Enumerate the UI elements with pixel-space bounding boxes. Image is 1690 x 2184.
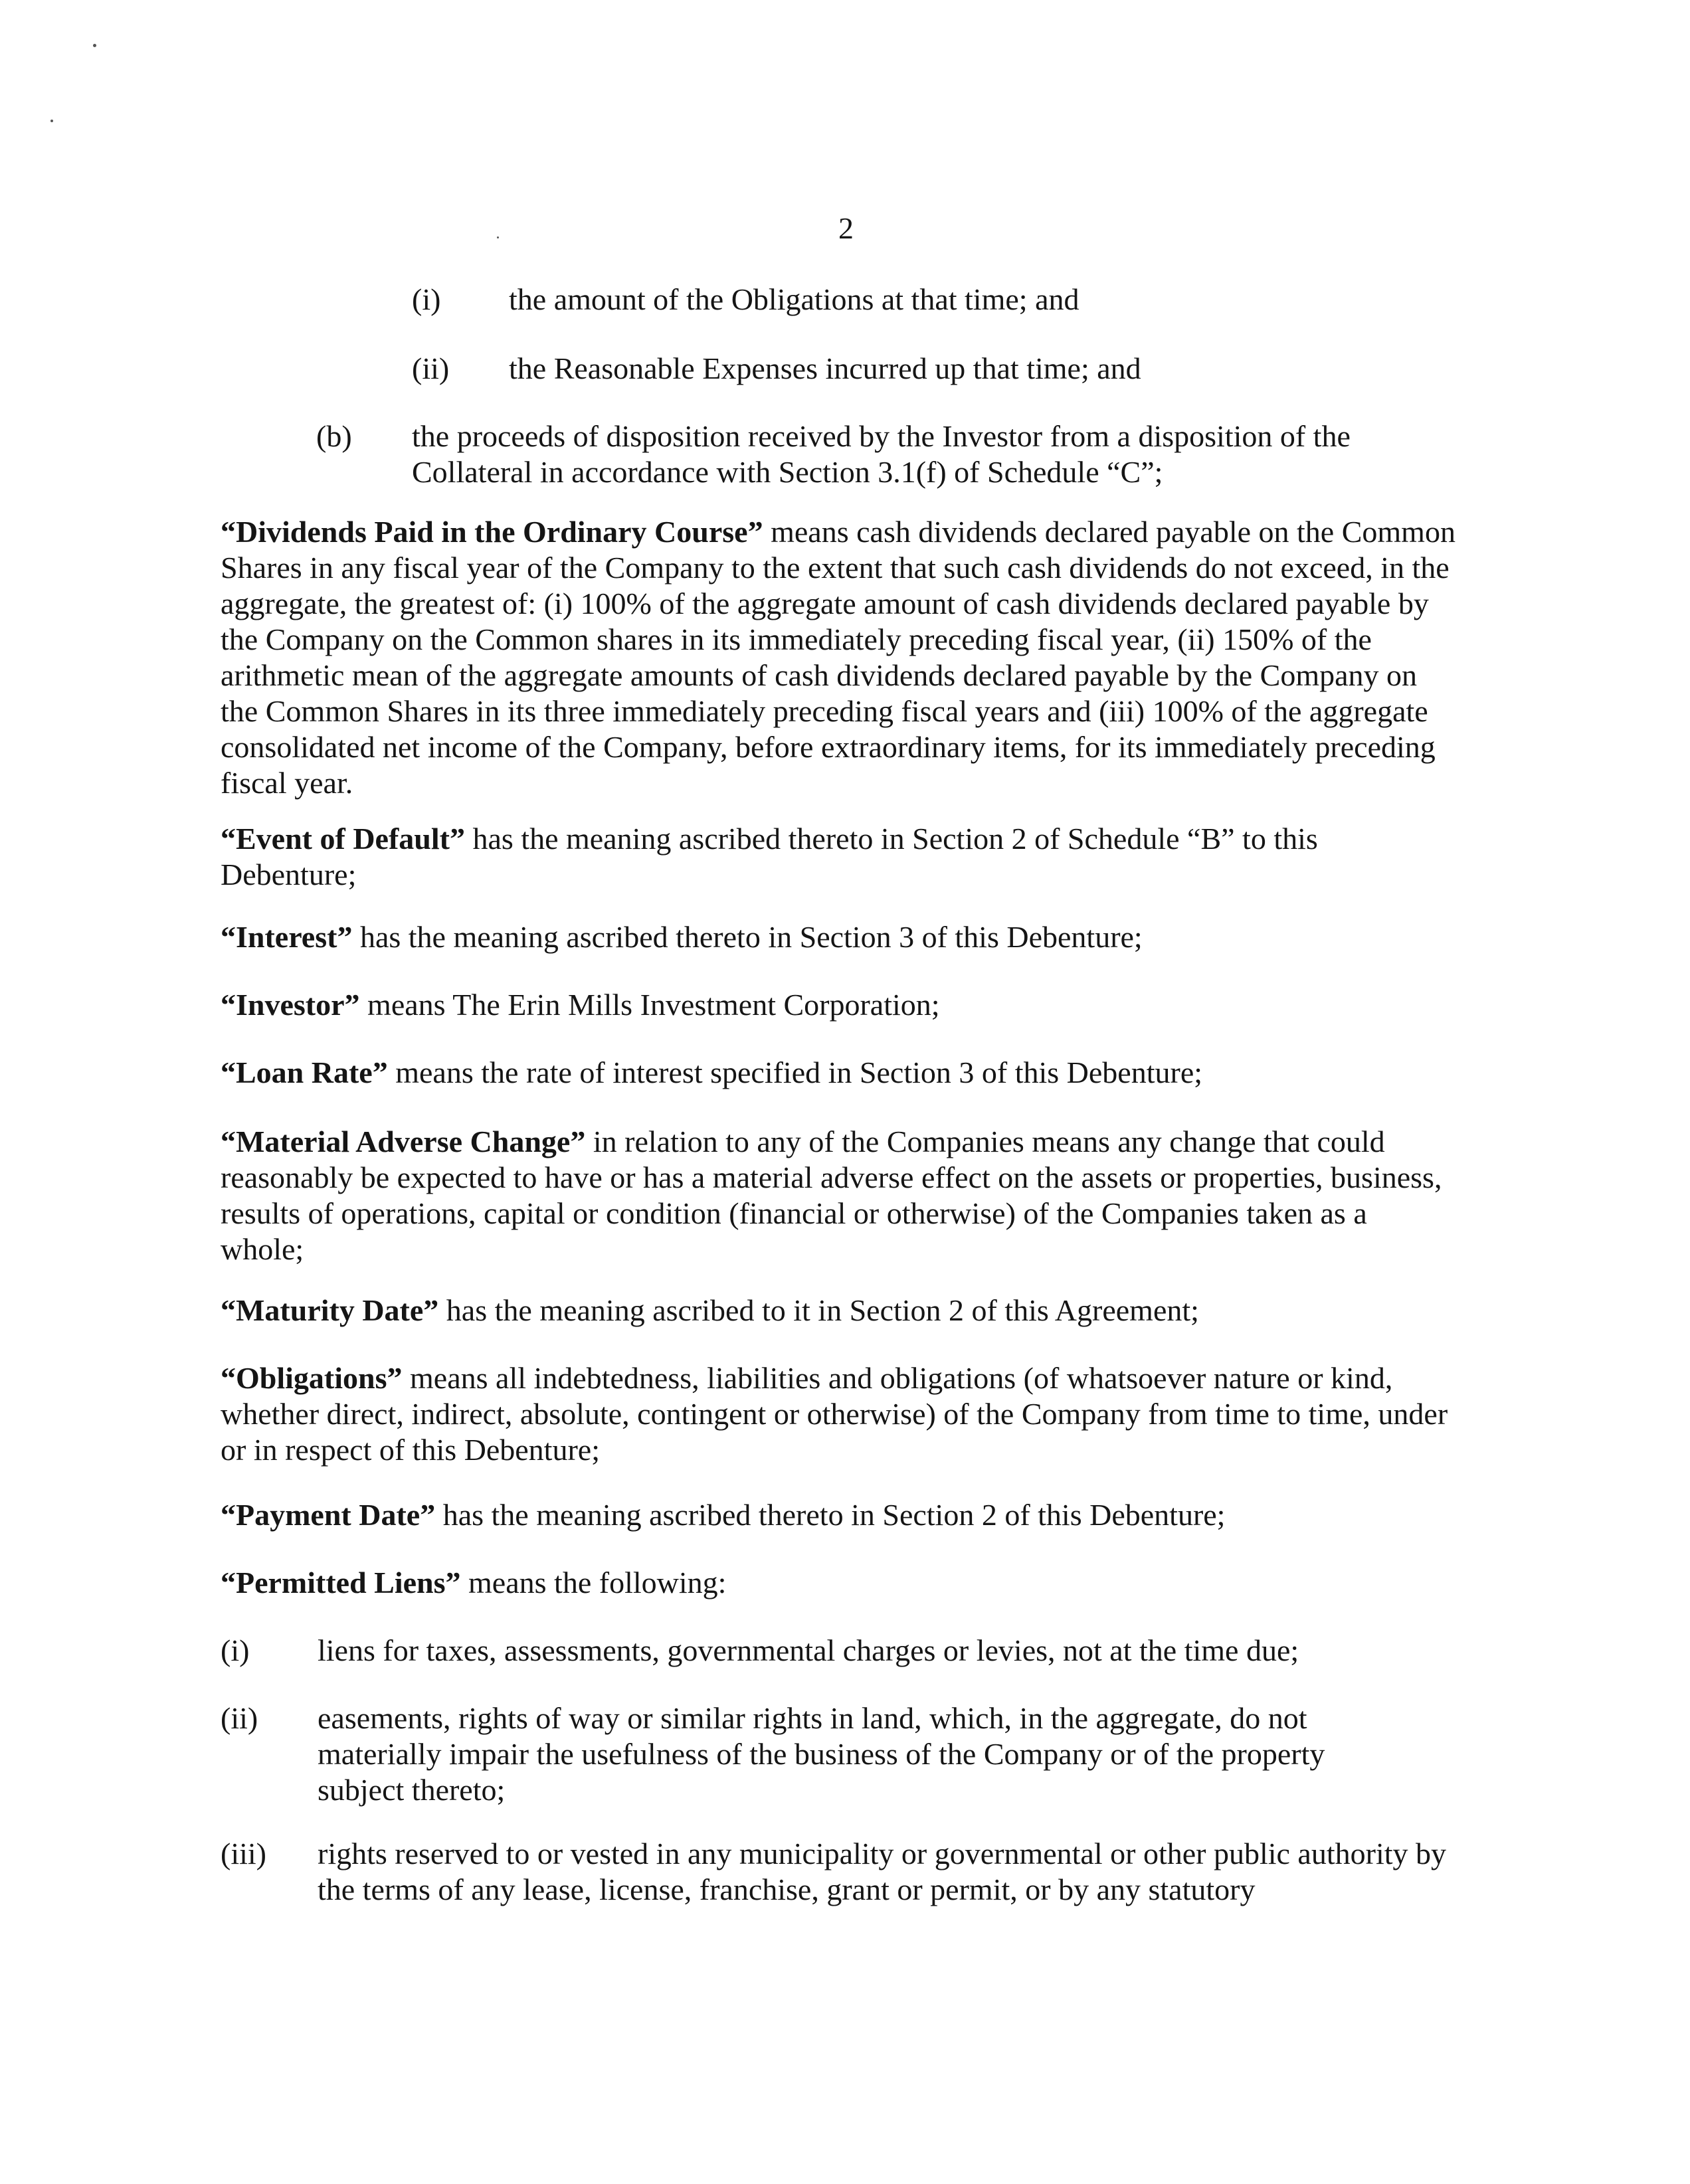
item-b-label: (b) — [316, 419, 352, 453]
defined-term: “Permitted Liens” — [221, 1566, 461, 1599]
definition-loan-rate — [221, 1055, 1456, 1091]
definition-text: in relation to any of the Companies means any change that could reasonably be expected to have or has a material adverse effect on the assets or properties, business, results of operations, capital or condition (financial or otherwise) of the Companies taken as a whole; — [221, 1125, 1442, 1266]
defined-term: “Obligations” — [221, 1361, 403, 1395]
definition-text: has the meaning ascribed thereto in Section 2 of this Debenture; — [435, 1498, 1226, 1532]
scan-speck — [497, 236, 499, 238]
defined-term: “Maturity Date” — [221, 1293, 439, 1327]
lien-item-text: rights reserved to or vested in any municipality or governmental or other public authority by the terms of any lease, license, franchise, grant or permit, or by any statutory — [318, 1837, 1447, 1906]
page-number: 2 — [838, 211, 854, 245]
sub-item-label: (i) — [412, 282, 441, 316]
definition-dividends — [221, 514, 1456, 801]
definition-event-of-default — [221, 821, 1456, 893]
defined-term: “Loan Rate” — [221, 1055, 388, 1089]
defined-term: “Event of Default” — [221, 822, 465, 856]
definition-text: means cash dividends declared payable on the Common Shares in any fiscal year of the Company to the extent that such cash dividends do not exceed, in the aggregate, the greatest of: (i) 100% of the aggregate amount of cash dividends declared payable by the Company on the Common shares in its immediately preceding fiscal year, (ii) 150% of the arithmetic mean of the aggregate amounts of cash dividends declared payable by the Company on the Common Shares in its three immediately preceding fiscal years and (iii) 100% of the aggregate consolidated net income of the Company, before extraordinary items, for its immediately preceding fiscal year. — [221, 515, 1455, 800]
sub-item-text: the amount of the Obligations at that time; and — [509, 282, 1080, 316]
defined-term: “Interest” — [221, 920, 353, 954]
lien-item-text: easements, rights of way or similar rights in land, which, in the aggregate, do not materially impair the usefulness of the business of the Company or of the property subject thereto; — [318, 1701, 1325, 1807]
definition-payment-date — [221, 1497, 1456, 1533]
definition-text: has the meaning ascribed thereto in Section 2 of Schedule “B” to this Debenture; — [221, 822, 1318, 891]
definition-text: means the following: — [460, 1566, 727, 1599]
lien-item-label: (ii) — [221, 1701, 258, 1735]
definition-permitted-liens — [221, 1565, 1456, 1601]
lien-item-label: (iii) — [221, 1837, 266, 1870]
defined-term: “Dividends Paid in the Ordinary Course” — [221, 515, 763, 549]
definition-text: means the rate of interest specified in Section 3 of this Debenture; — [387, 1055, 1203, 1089]
sub-item-text: the Reasonable Expenses incurred up that time; and — [509, 351, 1141, 385]
definition-material-adverse-change — [221, 1124, 1456, 1267]
lien-item-text: liens for taxes, assessments, governmental charges or levies, not at the time due; — [318, 1633, 1299, 1667]
scan-speck — [50, 120, 53, 122]
definition-text: means The Erin Mills Investment Corporation; — [359, 988, 940, 1022]
definition-maturity-date — [221, 1293, 1456, 1328]
definition-text: means all indebtedness, liabilities and obligations (of whatsoever nature or kind, whether direct, indirect, absolute, contingent or otherwise) of the Company from time to time, under or in respect of this Debenture; — [221, 1361, 1448, 1467]
definition-text: has the meaning ascribed to it in Section 2 of this Agreement; — [438, 1293, 1199, 1327]
defined-term: “Payment Date” — [221, 1498, 436, 1532]
defined-term: “Investor” — [221, 988, 360, 1022]
item-b-text: the proceeds of disposition received by the Investor from a disposition of the Collateral in accordance with Section 3.1(f) of Schedule “C”; — [412, 419, 1351, 489]
lien-item-label: (i) — [221, 1633, 250, 1667]
definition-investor — [221, 987, 1456, 1023]
defined-term: “Material Adverse Change” — [221, 1125, 586, 1158]
sub-item-label: (ii) — [412, 351, 450, 385]
scan-speck — [93, 44, 96, 47]
definition-obligations — [221, 1360, 1456, 1468]
definition-interest — [221, 919, 1456, 955]
definition-text: has the meaning ascribed thereto in Section 3 of this Debenture; — [352, 920, 1143, 954]
